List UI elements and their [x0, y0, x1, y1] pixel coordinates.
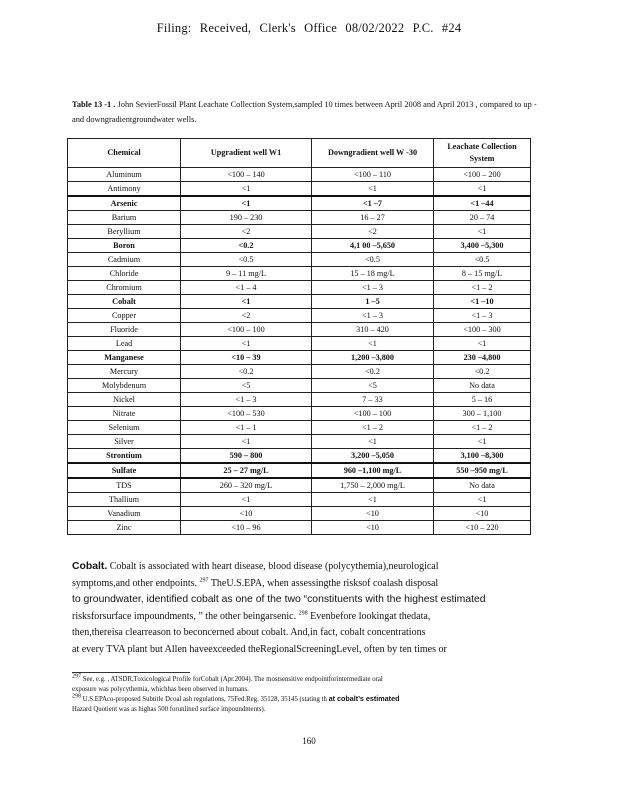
chemical-name-cell: Strontium [68, 449, 181, 464]
value-cell: <1 –10 [434, 295, 531, 309]
page-number: 160 [302, 736, 316, 746]
value-cell: <100 – 140 [181, 168, 312, 182]
value-cell: <0.5 [312, 253, 434, 267]
table-row [68, 463, 531, 478]
value-cell: <1 [312, 337, 434, 351]
body-line [72, 576, 542, 593]
value-cell: 9 – 11 mg/L [181, 267, 312, 281]
value-cell: <5 [312, 379, 434, 393]
value-cell: 550 –950 mg/L [434, 463, 531, 478]
chemical-name-cell: TDS [68, 478, 181, 493]
value-cell: 8 – 15 mg/L [434, 267, 531, 281]
value-cell: <1 [181, 196, 312, 211]
table-row [68, 309, 531, 323]
value-cell: No data [434, 478, 531, 493]
table-row [68, 196, 531, 211]
table-row [68, 211, 531, 225]
chemical-name-cell: Zinc [68, 521, 181, 535]
table-row [68, 365, 531, 379]
body-line [72, 559, 542, 576]
value-cell: <0.2 [312, 365, 434, 379]
chemical-name-cell: Cobalt [68, 295, 181, 309]
body-text-span: symptoms,and other endpoints. [72, 577, 200, 589]
footnote-line [72, 694, 542, 705]
table-caption [72, 97, 542, 127]
table-row [68, 323, 531, 337]
value-cell: <1 [434, 493, 531, 507]
value-cell: <1 [312, 182, 434, 197]
footnote-text: See, e.g. , ATSDR,Toxicological Profile forCobalt (Apr.2004). The mostsensitive endpointforintermediate oral [81, 676, 383, 683]
value-cell: 4,1 00 –5,650 [312, 239, 434, 253]
chemical-name-cell: Silver [68, 435, 181, 449]
value-cell: <1 [312, 493, 434, 507]
table-row [68, 507, 531, 521]
value-cell: <10 [312, 521, 434, 535]
value-cell: <1 –7 [312, 196, 434, 211]
chemical-name-cell: Mercury [68, 365, 181, 379]
chemical-name-cell: Vanadium [68, 507, 181, 521]
value-cell: <5 [181, 379, 312, 393]
table-row [68, 182, 531, 197]
body-text-span: Cobalt is associated with heart disease, blood disease (polycythemia),neurological [107, 561, 439, 572]
table-body [68, 168, 531, 535]
chemical-name-cell: Molybdenum [68, 379, 181, 393]
chemical-name-cell: Fluoride [68, 323, 181, 337]
chemical-name-cell: Cadmium [68, 253, 181, 267]
value-cell: <0.2 [181, 239, 312, 253]
value-cell: <1 – 3 [312, 309, 434, 323]
chemical-name-cell: Sulfate [68, 463, 181, 478]
value-cell: 3,200 –5,050 [312, 449, 434, 464]
body-text-span: Evenbefore lookingat thedata, [307, 610, 431, 622]
value-cell: <100 – 300 [434, 323, 531, 337]
value-cell: 310 – 420 [312, 323, 434, 337]
value-cell: <0.2 [434, 365, 531, 379]
value-cell: 960 –1,100 mg/L [312, 463, 434, 478]
table-row [68, 421, 531, 435]
value-cell: <1 – 3 [434, 309, 531, 323]
value-cell: <100 – 100 [181, 323, 312, 337]
header-upgradient: Upgradient well W1 [181, 139, 312, 168]
value-cell: <10 [434, 507, 531, 521]
value-cell: <100 – 200 [434, 168, 531, 182]
value-cell: No data [434, 379, 531, 393]
footnote-number: 297 [72, 673, 81, 680]
value-cell: <100 – 110 [312, 168, 434, 182]
value-cell: 3,100 –8,300 [434, 449, 531, 464]
table-row [68, 267, 531, 281]
chemical-name-cell: Nitrate [68, 407, 181, 421]
body-text-span: risksforsurface impoundments, ” the other beingarsenic. [72, 610, 299, 622]
footnote-ref: 297 [199, 577, 209, 584]
value-cell: <1 [181, 295, 312, 309]
chemical-name-cell: Copper [68, 309, 181, 323]
value-cell: <1 [181, 493, 312, 507]
table-row [68, 253, 531, 267]
value-cell: 190 – 230 [181, 211, 312, 225]
table-row [68, 478, 531, 493]
table-row [68, 379, 531, 393]
chemical-name-cell: Manganese [68, 351, 181, 365]
value-cell: 1 –5 [312, 295, 434, 309]
chemical-name-cell: Boron [68, 239, 181, 253]
footnote-line [72, 675, 542, 685]
body-line [72, 609, 542, 626]
footnote-line: Hazard Quotient was as highas 500 forunlined surface impoundments). [72, 705, 266, 713]
footnote-ref: 298 [298, 610, 308, 617]
value-cell: 5 – 16 [434, 393, 531, 407]
table-row [68, 281, 531, 295]
table-row [68, 407, 531, 421]
table-row [68, 521, 531, 535]
value-cell: <2 [181, 309, 312, 323]
value-cell: <1 [312, 435, 434, 449]
footnote-number: 298 [72, 693, 81, 700]
value-cell: <1 – 2 [434, 281, 531, 295]
value-cell: <1 [181, 435, 312, 449]
chemical-name-cell: Beryllium [68, 225, 181, 239]
value-cell: <1 – 4 [181, 281, 312, 295]
value-cell: <1 [434, 435, 531, 449]
value-cell: <1 – 3 [181, 393, 312, 407]
value-cell: 25 – 27 mg/L [181, 463, 312, 478]
value-cell: <1 [181, 182, 312, 197]
footnote-text: at cobalt’s estimated [328, 694, 400, 704]
table-row [68, 435, 531, 449]
chemical-name-cell: Antimony [68, 182, 181, 197]
table-row [68, 351, 531, 365]
value-cell: <1 [181, 337, 312, 351]
table-row [68, 493, 531, 507]
value-cell: 1,750 – 2,000 mg/L [312, 478, 434, 493]
header-leachate: Leachate Collection System [434, 139, 531, 168]
value-cell: <1 – 3 [312, 281, 434, 295]
chemical-name-cell: Arsenic [68, 196, 181, 211]
table-row [68, 239, 531, 253]
value-cell: <10 – 96 [181, 521, 312, 535]
value-cell: 590 – 800 [181, 449, 312, 464]
value-cell: 7 – 33 [312, 393, 434, 407]
value-cell: 230 –4,800 [434, 351, 531, 365]
value-cell: 16 – 27 [312, 211, 434, 225]
value-cell: <1 [434, 225, 531, 239]
table-row [68, 295, 531, 309]
value-cell: <2 [312, 225, 434, 239]
header-chemical: Chemical [68, 139, 181, 168]
table-row [68, 449, 531, 464]
body-text-span: TheU.S.EPA, when assessingthe risksof coalash disposal [208, 577, 439, 589]
chemical-name-cell: Chromium [68, 281, 181, 295]
table-row [68, 337, 531, 351]
body-line: then,thereisa clearreason to beconcerned about cobalt. And,in fact, cobalt concentrations [72, 627, 426, 639]
value-cell: <100 – 100 [312, 407, 434, 421]
chemical-name-cell: Chloride [68, 267, 181, 281]
value-cell: <1 – 2 [434, 421, 531, 435]
value-cell: <1 [434, 337, 531, 351]
value-cell: 20 – 74 [434, 211, 531, 225]
value-cell: 300 – 1,100 [434, 407, 531, 421]
chemical-name-cell: Aluminum [68, 168, 181, 182]
body-paragraph [72, 559, 542, 659]
value-cell: <10 [312, 507, 434, 521]
value-cell: 3,400 –5,300 [434, 239, 531, 253]
value-cell: <0.5 [181, 253, 312, 267]
table-label: Table 13 -1 . [72, 100, 116, 109]
value-cell: <10 – 39 [181, 351, 312, 365]
leachate-data-table [67, 138, 531, 535]
value-cell: 1,200 –3,800 [312, 351, 434, 365]
footnotes [72, 675, 542, 714]
value-cell: <0.5 [434, 253, 531, 267]
body-line: to groundwater, identified cobalt as one of the two “constituents with the highest estimated [72, 594, 486, 606]
footnote-text: U.S.EPAco-proposed Subtitle Dcoal ash regulations, 75Fed.Reg. 35128, 35145 (stating th [81, 696, 329, 704]
value-cell: <10 [181, 507, 312, 521]
value-cell: <10 – 220 [434, 521, 531, 535]
table-row [68, 225, 531, 239]
footnote-line: exposure was polycythemia, whichhas been observed in humans. [72, 685, 249, 693]
value-cell: <100 – 530 [181, 407, 312, 421]
chemical-name-cell: Selenium [68, 421, 181, 435]
value-cell: <1 – 2 [312, 421, 434, 435]
value-cell: <1 –44 [434, 196, 531, 211]
body-line: at every TVA plant but Allen haveexceeded theRegionalScreeningLevel, often by ten times or [72, 643, 447, 655]
table-caption-text: John SevierFossil Plant Leachate Collection System,sampled 10 times between April 2008 and April 2013 , compared to up -and downgradientgroundwater wells. [72, 100, 537, 124]
value-cell: 15 – 18 mg/L [312, 267, 434, 281]
footnote-divider [72, 672, 190, 673]
value-cell: 260 – 320 mg/L [181, 478, 312, 493]
filing-header: Filing: Received, Clerk's Office 08/02/2022 P.C. #24 [156, 21, 462, 35]
value-cell: <0.2 [181, 365, 312, 379]
chemical-name-cell: Nickel [68, 393, 181, 407]
table-header-row [68, 139, 531, 168]
chemical-name-cell: Barium [68, 211, 181, 225]
header-downgradient: Downgradient well W -30 [312, 139, 434, 168]
cobalt-lead-in: Cobalt. [72, 561, 108, 572]
table-row [68, 393, 531, 407]
table-row [68, 168, 531, 182]
value-cell: <1 [434, 182, 531, 197]
chemical-name-cell: Lead [68, 337, 181, 351]
chemical-name-cell: Thallium [68, 493, 181, 507]
value-cell: <1 – 1 [181, 421, 312, 435]
value-cell: <2 [181, 225, 312, 239]
